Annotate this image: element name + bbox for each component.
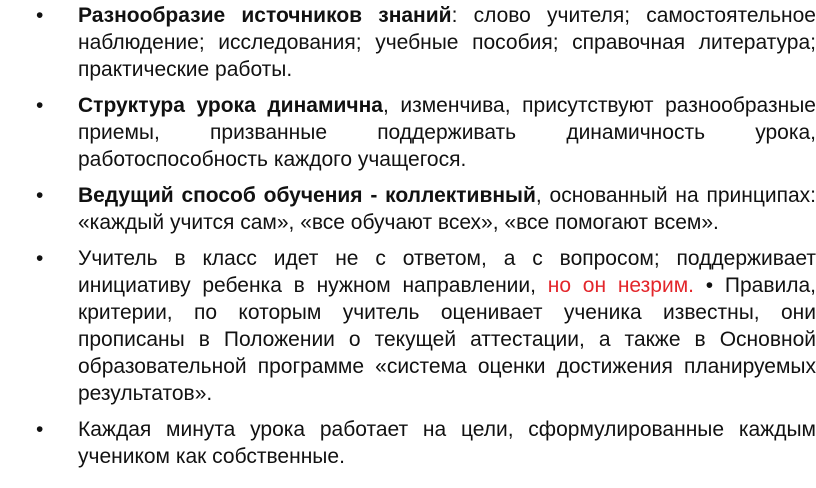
bullet-marker: • xyxy=(36,94,44,117)
bullet-item-structure xyxy=(30,92,816,173)
inline-bullet: • xyxy=(693,274,714,297)
bullet-text: : слово учителя; самостоятельное наблюдение; исследования; учебные пособия; справочная литература; практические работы. xyxy=(78,4,816,81)
bullet-heading: Разнообразие источников знаний xyxy=(78,4,452,27)
highlight-text: но он незрим. xyxy=(547,274,694,297)
bullet-text-continued: Правила, критерии, по которым учитель оценивает ученика известны, они прописаны в Положении о текущей аттестации, а также в Основной образовательной программе «система оценки достижения планируемых результатов». xyxy=(78,274,816,405)
bullet-marker: • xyxy=(36,418,44,441)
bullet-text: , изменчива, присутствуют разнообразные приемы, призванные поддерживать динамичность урока, работоспособность каждого учащегося. xyxy=(78,94,816,171)
bullet-text: , основанный на принципах: «каждый учится сам», «все обучают всех», «все помогают всем». xyxy=(78,184,816,234)
bullet-item-sources xyxy=(30,2,816,83)
bullet-heading: Ведущий способ обучения - коллективный xyxy=(78,184,536,207)
bullet-text: Учитель в класс идет не с ответом, а с вопросом; поддерживает инициативу ребенка в нужном направлении, xyxy=(78,247,816,297)
bullet-heading: Структура урока динамична xyxy=(78,94,383,117)
bullet-text: Каждая минута урока работает на цели, сформулированные каждым учеником как собственные. xyxy=(78,418,816,468)
bullet-item-teacher xyxy=(30,245,816,407)
bullet-marker: • xyxy=(36,247,44,270)
bullet-item-goals xyxy=(30,416,816,470)
bullet-list xyxy=(30,2,816,479)
bullet-item-method xyxy=(30,182,816,236)
bullet-marker: • xyxy=(36,184,44,207)
bullet-marker: • xyxy=(36,4,44,27)
